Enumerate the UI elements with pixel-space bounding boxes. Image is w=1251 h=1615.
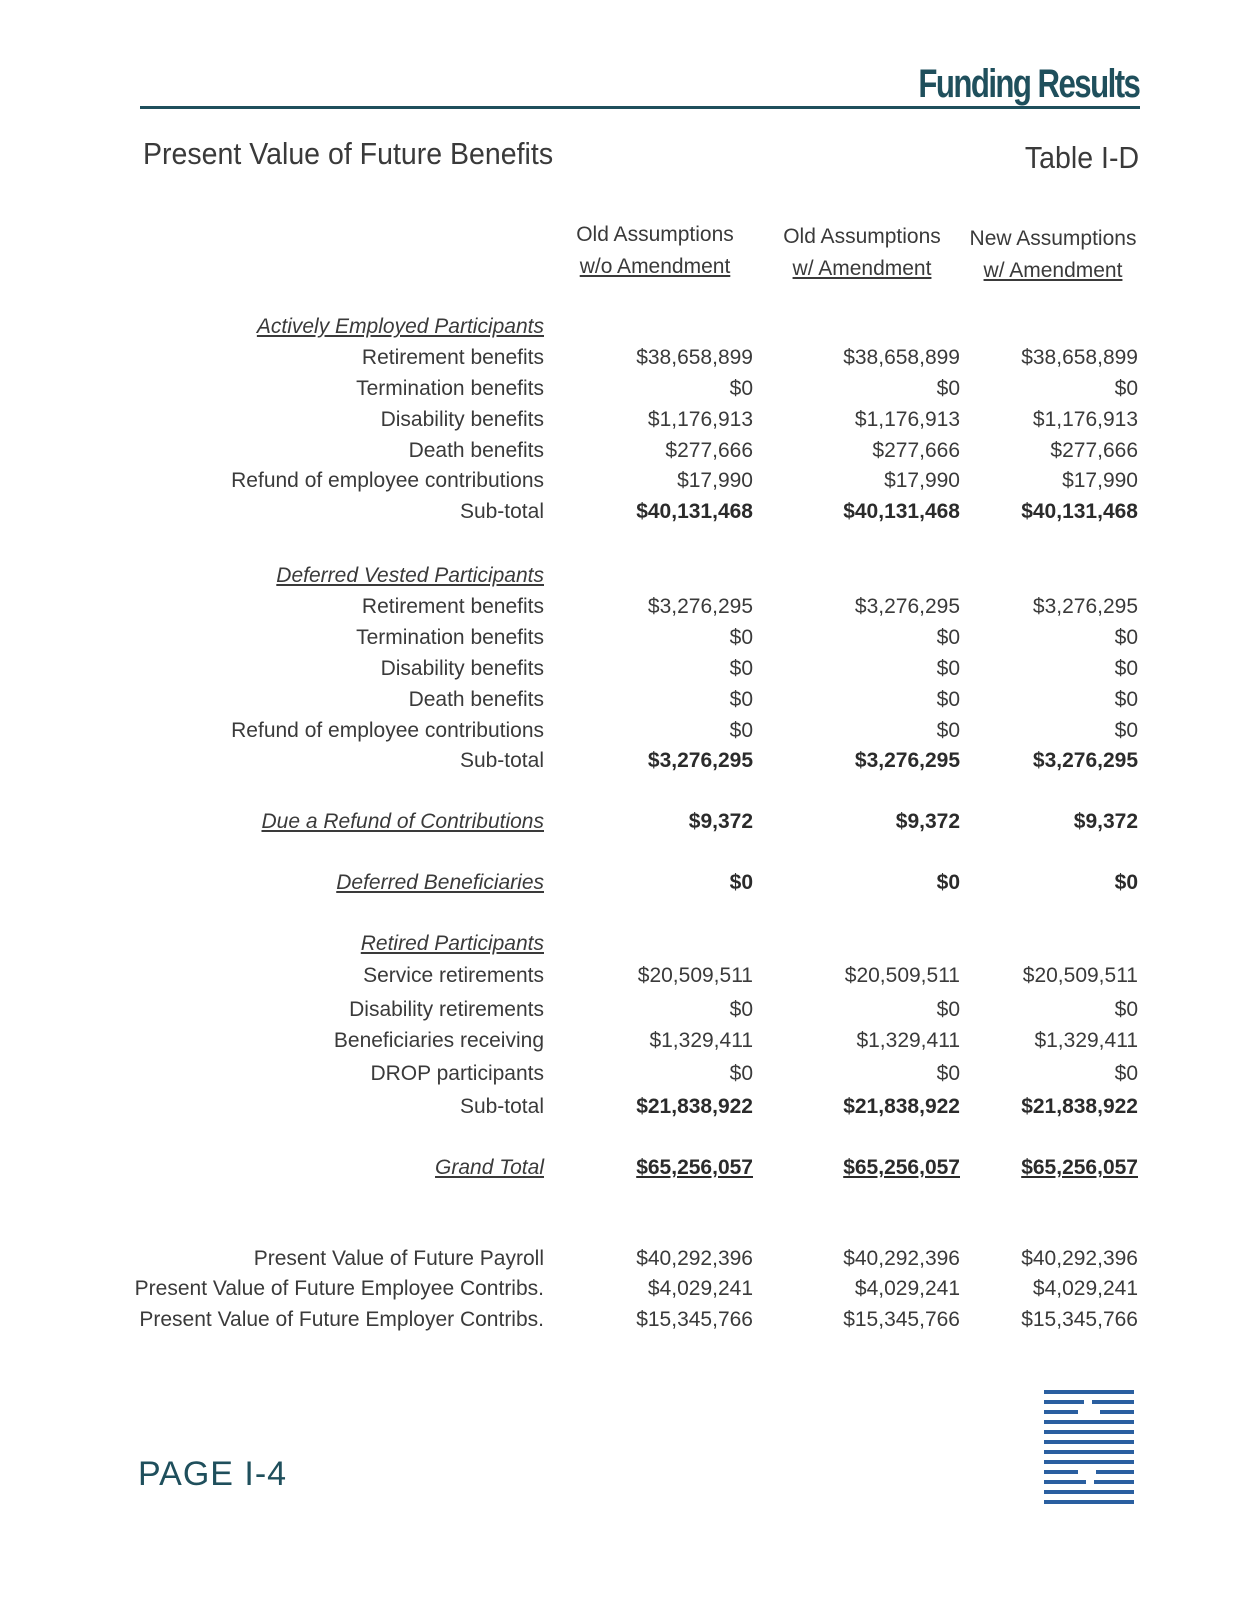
page-number: PAGE I-4	[138, 1455, 288, 1493]
row-value: $277,666	[872, 439, 960, 462]
table-row	[0, 1304, 1251, 1336]
row-label: Refund of employee contributions	[231, 469, 544, 492]
refund-due-row	[0, 806, 1251, 838]
column-header-old-without-amendment	[560, 219, 750, 283]
row-value: $3,276,295	[647, 749, 753, 772]
table-row	[0, 960, 1251, 992]
row-value: $9,372	[688, 810, 753, 833]
row-value: $17,990	[884, 469, 960, 492]
column-header-line1: New Assumptions	[969, 227, 1137, 250]
row-label: Death benefits	[408, 688, 544, 711]
row-value: $21,838,922	[843, 1095, 960, 1118]
row-value: $20,509,511	[844, 964, 960, 987]
table-row	[0, 994, 1251, 1026]
column-header-line1: Old Assumptions	[576, 223, 734, 246]
row-value: $0	[1114, 626, 1138, 649]
row-value: $17,990	[677, 469, 753, 492]
row-value: $9,372	[895, 810, 960, 833]
row-label: Sub-total	[459, 749, 544, 772]
row-value: $0	[729, 688, 753, 711]
row-label: Sub-total	[459, 1095, 544, 1118]
row-value: $0	[1114, 1062, 1138, 1085]
column-header-line2: w/ Amendment	[792, 257, 932, 280]
row-value: $0	[936, 626, 960, 649]
table-row	[0, 684, 1251, 716]
row-value: $15,345,766	[843, 1308, 960, 1331]
header-divider	[140, 106, 1140, 109]
row-label: Present Value of Future Employee Contribs.	[134, 1277, 544, 1300]
column-header-line2: w/o Amendment	[579, 255, 731, 278]
row-value: $277,666	[1050, 439, 1138, 462]
section-title: Funding Results	[918, 62, 1139, 106]
row-label: Retirement benefits	[361, 595, 544, 618]
section-heading-label: Actively Employed Participants	[256, 315, 544, 338]
column-header-line1: Old Assumptions	[783, 225, 941, 248]
row-label: Present Value of Future Payroll	[253, 1247, 544, 1270]
table-row	[0, 1058, 1251, 1090]
company-logo	[1040, 1388, 1136, 1510]
row-label: Termination benefits	[356, 377, 544, 400]
row-label: DROP participants	[370, 1062, 544, 1085]
grand-total-row	[0, 1152, 1251, 1184]
row-value: $65,256,057	[843, 1156, 960, 1179]
row-value: $21,838,922	[1021, 1095, 1138, 1118]
row-value: $1,176,913	[854, 408, 960, 431]
section-heading-retired	[0, 928, 1251, 960]
row-value: $0	[729, 998, 753, 1021]
row-value: $3,276,295	[1032, 595, 1138, 618]
column-header-new-with-amendment	[958, 223, 1148, 287]
row-label: Refund of employee contributions	[231, 719, 544, 742]
row-label: Termination benefits	[356, 626, 544, 649]
row-value: $15,345,766	[1021, 1308, 1138, 1331]
table-id: Table I-D	[1024, 140, 1139, 175]
row-value: $0	[729, 657, 753, 680]
row-value: $1,329,411	[1034, 1029, 1138, 1052]
row-value: $21,838,922	[636, 1095, 753, 1118]
row-label: Disability benefits	[380, 408, 544, 431]
row-value: $3,276,295	[854, 595, 960, 618]
row-value: $0	[936, 657, 960, 680]
row-value: $38,658,899	[1021, 346, 1138, 369]
row-value: $9,372	[1073, 810, 1138, 833]
row-value: $1,329,411	[649, 1029, 753, 1052]
row-label: Service retirements	[363, 964, 544, 987]
section-heading-label: Deferred Vested Participants	[276, 564, 544, 587]
row-value: $20,509,511	[637, 964, 753, 987]
row-label: Disability retirements	[349, 998, 544, 1021]
subtotal-row	[0, 745, 1251, 777]
row-value: $4,029,241	[1032, 1277, 1138, 1300]
row-value: $40,292,396	[843, 1247, 960, 1270]
grand-total-label: Grand Total	[435, 1156, 544, 1179]
row-value: $0	[729, 719, 753, 742]
row-value: $17,990	[1062, 469, 1138, 492]
table-row	[0, 465, 1251, 497]
row-value: $0	[1114, 657, 1138, 680]
section-heading-label: Deferred Beneficiaries	[336, 871, 544, 894]
deferred-beneficiaries-row	[0, 867, 1251, 899]
row-value: $0	[1114, 871, 1138, 894]
table-row	[0, 342, 1251, 374]
row-value: $0	[1114, 377, 1138, 400]
table-row	[0, 373, 1251, 405]
section-heading-active	[0, 311, 1251, 343]
row-value: $3,276,295	[647, 595, 753, 618]
table-row	[0, 653, 1251, 685]
row-value: $4,029,241	[647, 1277, 753, 1300]
table-row	[0, 715, 1251, 747]
row-value: $1,176,913	[1032, 408, 1138, 431]
row-value: $38,658,899	[843, 346, 960, 369]
row-value: $0	[729, 377, 753, 400]
row-value: $40,131,468	[843, 500, 960, 523]
row-value: $15,345,766	[636, 1308, 753, 1331]
row-label: Retirement benefits	[361, 346, 544, 369]
row-value: $1,329,411	[856, 1029, 960, 1052]
row-value: $0	[729, 1062, 753, 1085]
row-value: $0	[936, 871, 960, 894]
row-value: $40,292,396	[636, 1247, 753, 1270]
column-header-old-with-amendment	[767, 221, 957, 285]
row-value: $0	[936, 377, 960, 400]
row-label: Beneficiaries receiving	[333, 1029, 544, 1052]
page-heading: Present Value of Future Benefits	[143, 136, 554, 171]
table-row	[0, 404, 1251, 436]
row-value: $40,131,468	[1021, 500, 1138, 523]
row-value: $0	[936, 719, 960, 742]
table-row	[0, 1243, 1251, 1275]
row-value: $40,292,396	[1021, 1247, 1138, 1270]
row-value: $65,256,057	[1021, 1156, 1138, 1179]
table-row	[0, 435, 1251, 467]
row-value: $0	[729, 626, 753, 649]
section-heading-deferred	[0, 560, 1251, 592]
row-value: $0	[1114, 719, 1138, 742]
row-value: $3,276,295	[854, 749, 960, 772]
row-label: Present Value of Future Employer Contribs.	[139, 1308, 544, 1331]
row-value: $0	[936, 688, 960, 711]
table-row	[0, 622, 1251, 654]
row-value: $20,509,511	[1022, 964, 1138, 987]
row-value: $0	[936, 1062, 960, 1085]
row-value: $65,256,057	[636, 1156, 753, 1179]
subtotal-row	[0, 1091, 1251, 1123]
row-value: $277,666	[665, 439, 753, 462]
table-row	[0, 1273, 1251, 1305]
column-header-line2: w/ Amendment	[983, 259, 1123, 282]
row-value: $38,658,899	[636, 346, 753, 369]
row-value: $4,029,241	[854, 1277, 960, 1300]
subtotal-row	[0, 496, 1251, 528]
row-value: $3,276,295	[1032, 749, 1138, 772]
row-label: Disability benefits	[380, 657, 544, 680]
row-value: $0	[936, 998, 960, 1021]
row-value: $40,131,468	[636, 500, 753, 523]
section-heading-label: Retired Participants	[360, 932, 544, 955]
row-value: $0	[1114, 998, 1138, 1021]
row-value: $1,176,913	[647, 408, 753, 431]
row-label: Sub-total	[459, 500, 544, 523]
section-heading-label: Due a Refund of Contributions	[261, 810, 544, 833]
row-label: Death benefits	[408, 439, 544, 462]
row-value: $0	[1114, 688, 1138, 711]
table-row	[0, 591, 1251, 623]
table-row	[0, 1025, 1251, 1057]
row-value: $0	[729, 871, 753, 894]
